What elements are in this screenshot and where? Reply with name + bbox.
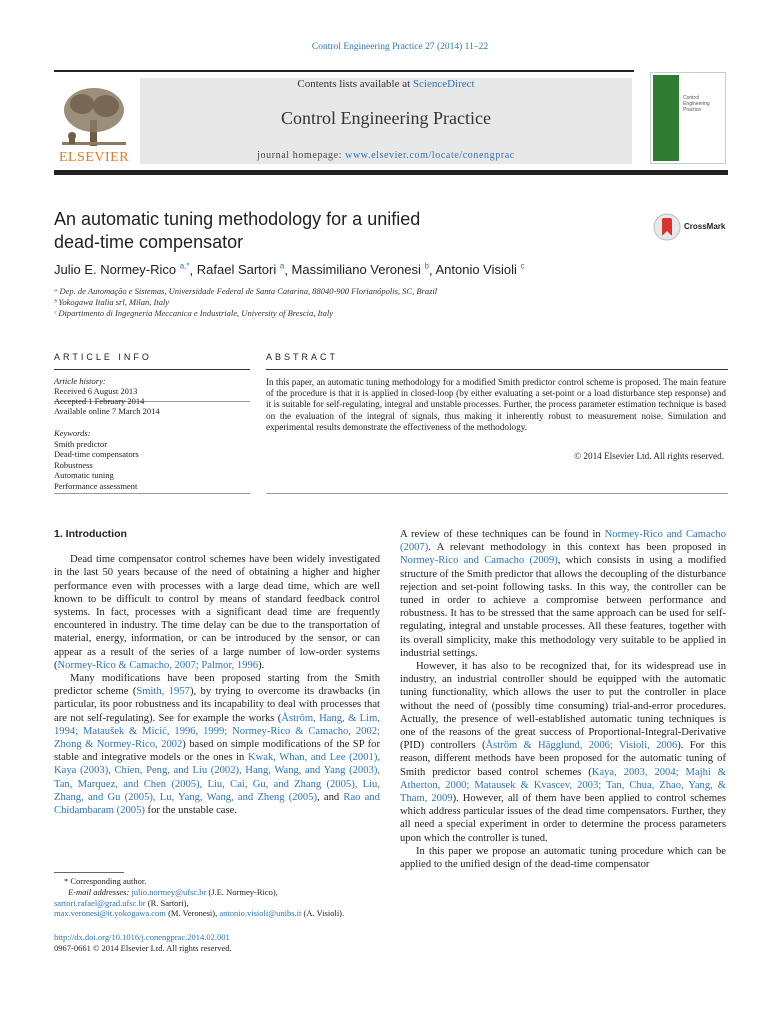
article-info-rule: [54, 369, 250, 370]
citation-link[interactable]: Kwak, Whan, and Lee (2001), Kaya (2003), Chien, Peng, and Liu (2002), Hang, Wang, and Yang (2003), Tan, Marquez, and Chen (2005), Liu, Cai, Gu, and Zhang (2005), Liu, Zhang, and Gu (2005), Lu, Yang, Wang, and Zheng (2005): [54, 752, 380, 803]
author-list: Julio E. Normey-Rico $^{a,*}$, Rafael Sartori $^a$, Massimiliano Veronesi $^b$, Antonio Visioli $^c$: [54, 262, 525, 278]
cover-title: Control Engineering Practice: [683, 95, 710, 113]
crossmark-label: CrossMark: [684, 222, 726, 231]
abstract-copyright: © 2014 Elsevier Ltd. All rights reserved.: [574, 451, 724, 461]
corresponding-author-note: * Corresponding author.: [64, 876, 147, 886]
keyword-item: Dead-time compensators: [54, 449, 139, 460]
email-link[interactable]: sartori.rafael@grad.ufsc.br: [54, 897, 146, 908]
email-link[interactable]: antonio.visioli@unibs.it: [219, 908, 302, 919]
crossmark-icon: [652, 212, 682, 242]
contents-prefix: Contents lists available at: [297, 78, 413, 90]
keyword-item: Robustness: [54, 459, 93, 470]
elsevier-logo[interactable]: [54, 80, 134, 166]
abstract-rule: [266, 369, 728, 370]
author-4[interactable]: Antonio Visioli $^c$: [435, 262, 525, 278]
doi-block: [54, 932, 380, 954]
email-line: E-mail addresses: julio.normey@ufsc.br (J.E. Normey-Rico),: [68, 886, 278, 897]
keywords: Keywords: Smith predictor Dead-time compensators Robustness Automatic tuning Performance assessment: [54, 428, 250, 492]
paragraph: A review of these techniques can be found in Normey-Rico and Camacho (2007). A relevant methodology in this context has been proposed in Normey-Rico and Camacho (2009), which consists in using a modified structure of the Smith predictor that allows the decoupling of the disturbance rejection and set-point following tasks. In this way, the controller can be tuned in order to achieve a compromise between performance and robustness. It has to be stressed that the same approach can be used for self-regulating, integral and unstable processes. All these features, together with its overall simplicity, make this methodology very suitable to be applied in industrial settings.: [400, 529, 727, 659]
affiliations: [54, 286, 734, 319]
keyword-item: Automatic tuning: [54, 470, 114, 481]
footnotes: [54, 876, 380, 919]
journal-cover-thumbnail[interactable]: [650, 72, 726, 164]
email-link[interactable]: julio.normey@ufsc.br: [131, 886, 207, 897]
author-2[interactable]: Rafael Sartori $^a$: [196, 262, 285, 278]
publisher-name: ELSEVIER: [58, 150, 130, 165]
paragraph: However, it has also to be recognized that, for its widespread use in industry, an industrial controller should be equipped with the automatic tuning functionality, which allows the user to put the controller in place without the need of (possibly time consuming) trial-and-error procedures. Actually, the presence of well-established automatic tuning techniques is one of the reasons of the great success of Proportional-Integral-Derivative (PID) controllers (Åström & Hägglund, 2006; Visioli, 2006). For this reason, different methods have been proposed for the automatic tuning of Smith predictor based control schemes (Kaya, 2003, 2004; Majhi & Atherton, 2000; Matausek & Kvascev, 2003; Tan, Chua, Zhao, Yang, & Tham, 2009). However, all of them have been applied to control schemes which address particular issues of the dead time compensators. Further, they all need a special experiment in order to determine the process parameters upon which the controller is tuned.: [400, 661, 727, 844]
paper-title: An automatic tuning methodology for a unified dead-time compensator: [54, 209, 421, 252]
crossmark-badge[interactable]: [652, 212, 732, 240]
footnote-rule: [54, 872, 124, 873]
abstract-end-rule: [266, 493, 728, 494]
citation-link[interactable]: Åström & Hägglund, 2006; Visioli, 2006: [485, 740, 678, 752]
doi-link[interactable]: http://dx.doi.org/10.1016/j.conengprac.2014.02.001: [54, 932, 230, 942]
contents-line: [140, 78, 632, 90]
email-link[interactable]: max.veronesi@it.yokogawa.com: [54, 908, 166, 919]
body-left-column: [54, 528, 380, 817]
article-history: Article history: Received 6 August 2013 Accepted 1 February 2014 Available online 7 March 2014: [54, 376, 160, 416]
abstract-heading: ABSTRACT: [266, 352, 339, 362]
cover-green-band: [653, 75, 679, 161]
homepage-link[interactable]: www.elsevier.com/locate/conengprac: [345, 150, 515, 161]
keyword-item: Performance assessment: [54, 480, 138, 491]
journal-title: Control Engineering Practice: [281, 108, 491, 128]
paragraph: Many modifications have been proposed starting from the Smith predictor scheme (Smith, 1957), by trying to overcome its drawbacks (in particular, its poor robustness and its incapability to deal with processes that are not self-regulating). See for example the works (Åström, Hang, & Lim, 1994; Mataušek & Micić, 1996, 1999; Normey-Rico & Camacho, 2002; Zhong & Normey-Rico, 2002) based on simple modifications of the SP for stable and integrative models or the ones in Kwak, Whan, and Lee (2001), Kaya (2003), Chien, Peng, and Liu (2002), Hang, Wang, and Yang (2003), Tan, Marquez, and Chen (2005), Liu, Cai, Gu, and Zhang (2005), Liu, Zhang, and Gu (2005), Lu, Yang, Wang, and Zheng (2005), and Rao and Chidambaram (2005) for the unstable case.: [54, 673, 380, 817]
header-top-rule: [54, 70, 634, 72]
abstract-text: In this paper, an automatic tuning methodology for a modified Smith predictor control scheme is proposed. The main feature of the procedure is that it is applied in closed-loop (by either evaluating a set-point or a load disturbance step response) and it is suitable for self-regulating, integral and unstable processes. Further, the process parameter estimation technique is based on the evaluation of the integral of signals, thus making it inherently robust to measurement noise. Simulation and experimental results demonstrate the effectiveness of the methodology.: [266, 377, 726, 432]
paragraph: Dead time compensator control schemes have been widely investigated in the last 50 years because of the need of obtaining a higher and higher performance even with processes with a large dead time, which are well known to be difficult to control by means of standard feedback control systems. In fact, processes with a significant dead time are frequently encountered in industry. The time delay can be due to the transportation of material, energy, information, or can be introduced by the sensor, or can appear as a result of the series of a large number of low-order systems (Normey-Rico & Camacho, 2007; Palmor, 1996).: [54, 554, 380, 671]
sciencedirect-link[interactable]: ScienceDirect: [412, 78, 475, 90]
email-line: max.veronesi@it.yokogawa.com (M. Veronesi), antonio.visioli@unibs.it (A. Visioli).: [54, 908, 345, 919]
journal-citation[interactable]: Control Engineering Practice 27 (2014) 11–22: [311, 42, 489, 52]
affiliation-b: ᵇ Yokogawa Italia srl, Milan, Italy: [54, 297, 170, 307]
citation-link[interactable]: Kaya, 2003, 2004; Majhi & Atherton, 2000; Matausek & Kvascev, 2003; Tan, Chua, Zhao, Yang, & Tham, 2009: [400, 766, 727, 805]
keyword-item: Smith predictor: [54, 438, 108, 449]
paragraph: In this paper we propose an automatic tuning procedure which can be applied to the unified design of the dead-time compensator: [400, 845, 726, 871]
affiliation-c: ᶜ Dipartimento di Ingegneria Meccanica e Industriale, University of Brescia, Italy: [54, 308, 334, 318]
body-right-column: [400, 528, 726, 871]
issn-line: 0967-0661 © 2014 Elsevier Ltd. All rights reserved.: [54, 943, 232, 953]
citation-link[interactable]: Normey-Rico and Camacho (2009): [400, 555, 558, 567]
citation-link[interactable]: Åström, Hang, & Lim, 1994; Mataušek & Micić, 1996, 1999; Normey-Rico & Camacho, 2002; Zhong & Normey-Rico, 2002: [54, 712, 380, 751]
article-info-end-rule: [54, 493, 250, 494]
email-line: sartori.rafael@grad.ufsc.br (R. Sartori),: [54, 897, 189, 908]
section-title: 1. Introduction: [54, 528, 127, 540]
citation-link[interactable]: Rao and Chidambaram (2005): [54, 791, 380, 817]
citation-link[interactable]: Normey-Rico and Camacho (2007): [400, 529, 726, 554]
homepage-prefix: journal homepage:: [257, 150, 346, 161]
author-1[interactable]: Julio E. Normey-Rico $^{a,*}$: [54, 262, 190, 278]
citation-link[interactable]: Normey-Rico & Camacho, 2007; Palmor, 1996: [57, 659, 259, 671]
journal-homepage: [140, 150, 632, 161]
header-bottom-rule: [54, 170, 728, 175]
article-info-heading: ARTICLE INFO: [54, 352, 152, 362]
affiliation-a: ᵃ Dep. de Automação e Sistemas, Universidade Federal de Santa Catarina, 88040-900 Florianópolis, SC, Brazil: [54, 286, 438, 296]
citation-link[interactable]: Smith, 1957: [136, 686, 190, 698]
author-3[interactable]: Massimiliano Veronesi $^b$: [291, 262, 429, 278]
